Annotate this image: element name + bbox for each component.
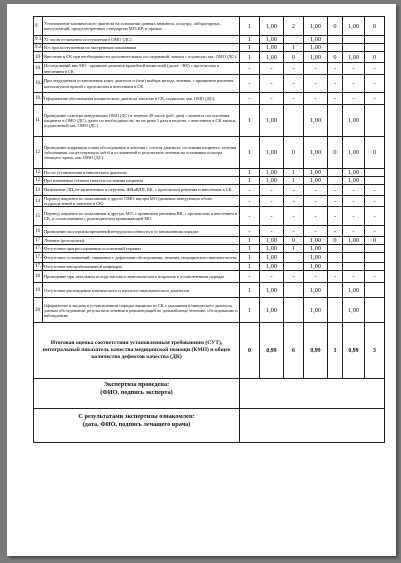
score-cell: 1,00	[304, 17, 328, 36]
score-cell: -	[343, 207, 365, 226]
score-cell: 1,00	[343, 105, 365, 137]
score-cell: 1,00	[260, 44, 284, 52]
score-cell: -	[284, 226, 304, 237]
score-cell: -	[365, 196, 385, 207]
score-cell	[328, 283, 343, 298]
table-row	[34, 63, 385, 75]
criterion-text: Проведение осмотра заведующим ОМО (ДС) в течение 48 часов (раб. дни) с момента поступления пациента в ОМО (ДС), далее по необходимости, но не реже 1 раза в неделю, с внесением в СК записи, подписанной зав. ОМО (ДС)	[43, 105, 240, 137]
criterion-text: При затруднении установления клин. диагноза и (или) выбора метода лечения, с принятием решения консилиумом врачей с протоколом и внесением в СК	[43, 75, 240, 93]
expert-signature-label: Экспертиза проведена: (ФИО, подпись эксперта)	[34, 379, 240, 409]
score-cell: -	[343, 185, 365, 196]
score-cell: -	[304, 185, 328, 196]
score-cell	[365, 283, 385, 298]
score-cell	[328, 44, 343, 52]
score-cell: -	[343, 93, 365, 105]
criterion-text: Проведение при летальном исходе патолого-анатомического вскрытия в установленном порядке	[43, 271, 240, 283]
score-cell: -	[260, 207, 284, 226]
summary-label: Итоговая оценка соответствия установленным требованиям (СУТ), интегральный показатель качества медицинской помощи (КМП) и общее количество дефектов качества (ДК)	[34, 323, 240, 379]
row-number: 19	[34, 283, 43, 298]
criterion-text: Перевод пациента по показаниям в другое ОМО внутри МО (решение заведующих обоих подразделений и записью в СК)	[43, 196, 240, 207]
row-number: 12.1.	[35, 170, 45, 175]
score-cell: -	[328, 207, 343, 226]
score-cell: 0	[284, 52, 304, 63]
score-cell: 1,00	[304, 177, 328, 185]
row-number: 9.2.	[35, 45, 43, 50]
score-cell: 1	[284, 44, 304, 52]
table-row	[34, 137, 385, 169]
score-cell: 0	[284, 137, 304, 169]
score-cell: 1,00	[304, 263, 328, 271]
score-cell: 1,00	[260, 137, 284, 169]
criterion-text: Оформление обоснования клинического диагноза записью в СК, подписью зав. ОМО (ДС):	[43, 93, 240, 105]
score-cell: 1	[240, 237, 260, 245]
score-cell: -	[304, 207, 328, 226]
score-cell: 1,00	[260, 177, 284, 185]
score-cell: -	[260, 196, 284, 207]
score-cell: -	[343, 226, 365, 237]
score-cell: -	[304, 196, 328, 207]
row-number: 17.1.	[35, 246, 45, 252]
summary-cell: 0,99	[260, 323, 284, 379]
score-cell: 1	[284, 177, 304, 185]
score-cell: -	[284, 185, 304, 196]
criterion-text: При изменении степени тяжести состояния пациента	[43, 177, 240, 185]
score-cell: -	[328, 75, 343, 93]
row-number: 13	[34, 185, 43, 196]
doctor-signature-space	[240, 409, 385, 443]
score-cell: 0	[365, 52, 385, 63]
table-row	[34, 298, 385, 323]
score-cell	[365, 36, 385, 44]
score-cell: -	[328, 93, 343, 105]
score-cell: 1,00	[343, 52, 365, 63]
score-cell: 1,00	[343, 137, 365, 169]
score-cell: -	[284, 196, 304, 207]
row-number: 20	[34, 298, 43, 323]
criterion-text: Перевод пациента по показаниям в другую МО, с принятием решения ВК, с протоколом и внесением в СК, и согласованием с руководителем принимающей МО	[43, 207, 240, 226]
score-cell: -	[240, 63, 260, 75]
criterion-text: Внесение в СК при необходимости дополнительных исследований, записи с подписью зав. ОМО (ДС):	[43, 52, 240, 63]
criterion-text: Оформление и выдача в установленном порядке выписки из СК с указанием клинического диагноза, данных обследования, результатов лечения и рекомендаций по дальнейшему лечению, обследованию и наблюдению	[43, 298, 240, 323]
score-cell: 1,00	[260, 298, 284, 323]
score-cell: 1,00	[343, 298, 365, 323]
score-cell	[365, 105, 385, 137]
table-row	[34, 52, 385, 63]
score-cell	[328, 245, 343, 253]
score-cell	[328, 298, 343, 323]
score-cell: -	[328, 271, 343, 283]
table-row	[34, 237, 385, 245]
score-cell	[284, 253, 304, 263]
table-row	[34, 44, 385, 52]
score-cell: 1	[284, 245, 304, 253]
table-row	[34, 196, 385, 207]
criterion-text: Проведение коррекции плана обследования и лечения с учетом диагноза, состояния пациента, течения заболевания, сопутствующих заб-й и осложнений и результатов лечения на основании осмотра лечащего врача, зав. ОМО (ДС):	[43, 137, 240, 169]
score-cell: 1	[240, 36, 260, 44]
summary-cell: 3	[365, 323, 385, 379]
score-cell: -	[284, 63, 304, 75]
score-cell: -	[240, 226, 260, 237]
score-cell: 1	[284, 169, 304, 177]
score-cell: -	[365, 75, 385, 93]
score-cell: -	[304, 226, 328, 237]
table-row	[34, 105, 385, 137]
table-row	[34, 36, 385, 44]
criterion-text: Лечение (результаты):	[43, 237, 240, 245]
doctor-signature-row	[34, 409, 385, 443]
score-cell: -	[260, 271, 284, 283]
criterion-text: 72 часов от момента поступления в ОМО (ДС)	[43, 36, 240, 44]
criterion-text: Отсутствие расхождения клинического и патолого-анатомического диагнозов	[43, 283, 240, 298]
score-cell: -	[304, 271, 328, 283]
row-number: 11	[34, 105, 43, 137]
table-row	[34, 185, 385, 196]
row-number: 16	[34, 226, 43, 237]
row-number: 10.2.	[34, 75, 43, 93]
score-cell: 1,00	[304, 36, 328, 44]
score-cell: -	[343, 75, 365, 93]
row-number: 18	[34, 271, 43, 283]
expert-signature-space	[240, 379, 385, 409]
score-cell: -	[260, 93, 284, 105]
score-cell: 1,00	[304, 169, 328, 177]
score-cell	[343, 263, 365, 271]
criterion-text: Проведение экспертизы временной нетрудоспособности в установленном порядке	[43, 226, 240, 237]
score-cell: -	[240, 271, 260, 283]
row-number: 14	[34, 196, 43, 207]
score-cell: -	[304, 63, 328, 75]
row-number: 12.2.	[35, 178, 45, 183]
table-row	[34, 177, 385, 185]
score-cell: 1	[240, 137, 260, 169]
score-cell: 1,00	[260, 283, 284, 298]
score-cell: 1,00	[343, 283, 365, 298]
score-cell: -	[365, 185, 385, 196]
score-cell	[328, 36, 343, 44]
score-cell: 1,00	[304, 52, 328, 63]
criterion-text: Назначение ЛП, не включенных в перечень ЖНиВЛП, ВК, с протоколом решения и внесением в СК	[43, 185, 240, 196]
score-cell: -	[365, 207, 385, 226]
score-cell: -	[328, 63, 343, 75]
table-row	[34, 75, 385, 93]
row-number: 10.3.	[34, 93, 43, 105]
score-cell: 1	[240, 17, 260, 36]
score-cell: -	[328, 196, 343, 207]
score-cell: 1	[240, 52, 260, 63]
score-cell	[328, 263, 343, 271]
criterion-text: Исследований вне МО - принятие решения врачебной комиссией (далее - ВК) с протоколом и внесением в СК	[43, 63, 240, 75]
score-cell	[365, 263, 385, 271]
score-cell: -	[260, 63, 284, 75]
score-cell: 0	[365, 137, 385, 169]
score-cell: 1,00	[260, 263, 284, 271]
row-number: 12	[34, 137, 43, 169]
score-cell	[343, 253, 365, 263]
score-cell: -	[284, 75, 304, 93]
criterion-text: Отсутствие внутрибольничной инфекции	[43, 263, 240, 271]
criterion-text: Отсутствие осложнений, связанных с дефектами обследования, лечения, медицинского вмешательства	[43, 253, 240, 263]
row-number: 15	[34, 207, 43, 226]
score-cell: 1	[240, 44, 260, 52]
document-page	[7, 4, 396, 556]
score-cell: 0	[328, 52, 343, 63]
score-cell: 1,00	[260, 245, 284, 253]
score-cell	[365, 44, 385, 52]
score-cell: 0	[328, 137, 343, 169]
score-cell	[284, 36, 304, 44]
score-cell	[328, 105, 343, 137]
score-cell: 1,00	[260, 253, 284, 263]
score-cell: 1,00	[343, 237, 365, 245]
score-cell: 1,00	[304, 298, 328, 323]
score-cell: 0	[328, 17, 343, 36]
score-cell: -	[304, 93, 328, 105]
summary-cell: 0,99	[343, 323, 365, 379]
score-cell: 1	[240, 105, 260, 137]
score-cell: -	[365, 63, 385, 75]
score-cell: -	[260, 185, 284, 196]
score-cell: 1	[240, 263, 260, 271]
score-cell: 1	[240, 253, 260, 263]
table-row	[34, 263, 385, 271]
table-row	[34, 17, 385, 36]
score-cell: 1,00	[343, 177, 365, 185]
table-footer	[34, 323, 385, 443]
score-cell	[284, 105, 304, 137]
doctor-signature-label: С результатами экспертизы ознакомлен: (дата, ФИО, подпись лечащего врача)	[34, 409, 240, 443]
row-number: 9.1.	[35, 37, 43, 42]
table-body	[34, 17, 385, 323]
summary-cell: 0,99	[304, 323, 328, 379]
score-cell: 1,00	[260, 237, 284, 245]
score-cell: -	[328, 185, 343, 196]
row-number: 10.1.	[34, 63, 43, 75]
table-row	[34, 226, 385, 237]
summary-cell: 0	[240, 323, 260, 379]
table-row	[34, 253, 385, 263]
score-cell: 0	[365, 237, 385, 245]
score-cell	[284, 263, 304, 271]
summary-row	[34, 323, 385, 379]
row-number: 10	[34, 52, 43, 63]
score-cell: -	[240, 207, 260, 226]
score-cell: -	[365, 271, 385, 283]
score-cell: -	[240, 93, 260, 105]
score-cell: 1,00	[304, 253, 328, 263]
criterion-text: В/т. при поступлении по экстренным показаниям	[43, 44, 240, 52]
score-cell: 1	[240, 298, 260, 323]
score-cell	[328, 177, 343, 185]
score-cell	[343, 44, 365, 52]
score-cell: 1,00	[304, 137, 328, 169]
score-cell	[284, 283, 304, 298]
score-cell: -	[260, 75, 284, 93]
score-cell: -	[304, 75, 328, 93]
score-cell: -	[284, 271, 304, 283]
score-cell: 1	[240, 169, 260, 177]
score-cell: -	[284, 207, 304, 226]
score-cell	[343, 36, 365, 44]
row-number: 17	[34, 237, 43, 245]
score-cell	[365, 298, 385, 323]
criterion-text: После установления клинического диагноза	[43, 169, 240, 177]
score-cell: 1,00	[304, 245, 328, 253]
score-cell: -	[328, 226, 343, 237]
summary-cell: 6	[284, 323, 304, 379]
score-cell: 1,00	[260, 36, 284, 44]
table-row	[34, 245, 385, 253]
table-row	[34, 271, 385, 283]
score-cell: 1,00	[260, 169, 284, 177]
score-cell: -	[343, 196, 365, 207]
score-cell: -	[260, 226, 284, 237]
criterion-text: Установление клинического диагноза на основании данных анамнеза, осмотра, лабораторных, консультаций, предусмотренных стандартом МП, КР, и прочие.	[43, 17, 240, 36]
score-cell: 2	[284, 17, 304, 36]
score-cell: -	[365, 93, 385, 105]
expert-signature-row	[34, 379, 385, 409]
row-number: 17.2.	[34, 253, 43, 263]
score-cell: 1	[240, 177, 260, 185]
score-cell: 1,00	[304, 44, 328, 52]
score-cell: -	[365, 226, 385, 237]
score-cell: -	[284, 93, 304, 105]
score-cell	[365, 177, 385, 185]
score-cell: -	[240, 75, 260, 93]
score-cell: 0	[284, 237, 304, 245]
score-cell: 1	[240, 245, 260, 253]
score-cell: 1,00	[260, 52, 284, 63]
score-cell	[343, 245, 365, 253]
score-cell	[328, 253, 343, 263]
score-cell: 1,00	[343, 17, 365, 36]
summary-cell: 3	[328, 323, 343, 379]
score-cell: -	[240, 196, 260, 207]
table-row	[34, 207, 385, 226]
row-number: 17.3.	[35, 264, 45, 270]
row-number: 9	[34, 17, 43, 36]
score-cell: -	[343, 271, 365, 283]
quality-assessment-table	[33, 16, 385, 443]
score-cell: 1,00	[304, 237, 328, 245]
score-cell: 1	[240, 283, 260, 298]
score-cell: 1,00	[260, 17, 284, 36]
score-cell	[365, 253, 385, 263]
criterion-text: Отсутствие прогрессирования осложнений терапии	[43, 245, 240, 253]
table-row	[34, 93, 385, 105]
table-row	[34, 169, 385, 177]
score-cell: 1,00	[260, 105, 284, 137]
score-cell: -	[343, 63, 365, 75]
score-cell: 0	[365, 17, 385, 36]
score-cell: 1,00	[304, 105, 328, 137]
table-row	[34, 283, 385, 298]
score-cell	[328, 169, 343, 177]
score-cell	[284, 298, 304, 323]
score-cell: 1,00	[304, 283, 328, 298]
score-cell	[365, 245, 385, 253]
score-cell: 0	[328, 237, 343, 245]
score-cell: -	[240, 185, 260, 196]
score-cell: 1,00	[343, 169, 365, 177]
score-cell	[365, 169, 385, 177]
